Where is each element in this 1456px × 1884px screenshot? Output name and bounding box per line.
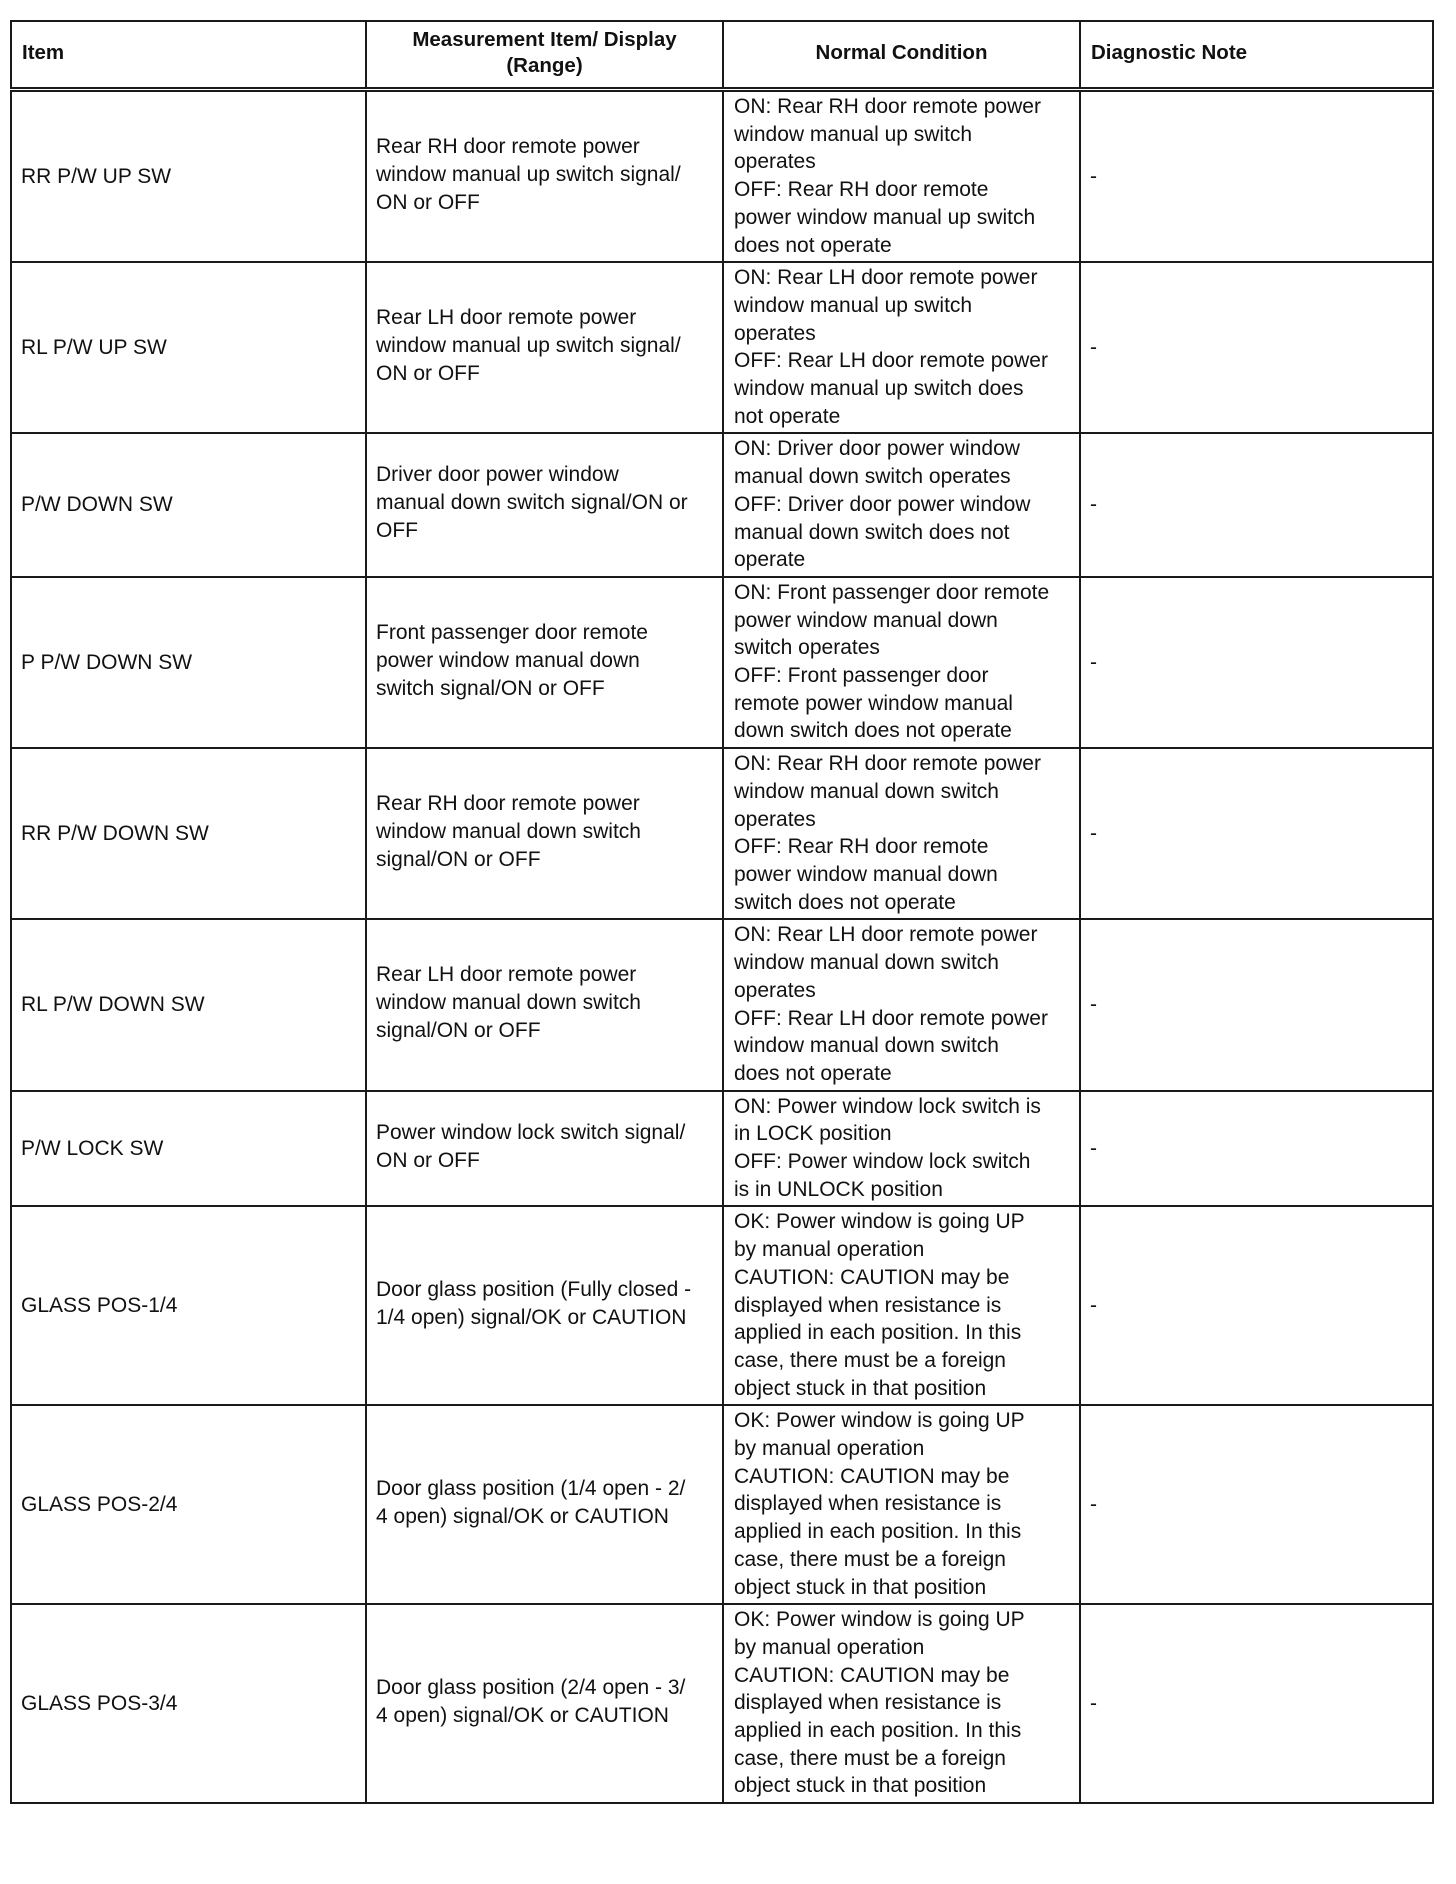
diagnostic-note-cell: -	[1080, 1091, 1433, 1207]
item-cell: RL P/W UP SW	[11, 262, 366, 433]
normal-condition-cell: ON: Rear LH door remote power window manual up switch operates OFF: Rear LH door remote power window manual up switch does not operate	[723, 262, 1080, 433]
item-cell: RR P/W UP SW	[11, 90, 366, 263]
measurement-cell: Door glass position (1/4 open - 2/ 4 open) signal/OK or CAUTION	[366, 1405, 723, 1604]
diagnostic-note-cell: -	[1080, 262, 1433, 433]
diagnostic-note-cell: -	[1080, 748, 1433, 919]
header-measurement: Measurement Item/ Display (Range)	[366, 21, 723, 90]
normal-condition-cell: ON: Rear RH door remote power window manual up switch operates OFF: Rear RH door remote power window manual up switch does not operate	[723, 90, 1080, 263]
diagnostic-note-cell: -	[1080, 433, 1433, 577]
header-normal-condition: Normal Condition	[723, 21, 1080, 90]
measurement-cell: Rear RH door remote power window manual up switch signal/ ON or OFF	[366, 90, 723, 263]
measurement-cell: Rear LH door remote power window manual up switch signal/ ON or OFF	[366, 262, 723, 433]
header-item: Item	[11, 21, 366, 90]
table-row	[11, 919, 1433, 1090]
item-cell: P P/W DOWN SW	[11, 577, 366, 748]
table-body	[11, 90, 1433, 1804]
normal-condition-cell: ON: Rear RH door remote power window manual down switch operates OFF: Rear RH door remote power window manual down switch does not operate	[723, 748, 1080, 919]
diagnostic-note-cell: -	[1080, 1405, 1433, 1604]
normal-condition-cell: OK: Power window is going UP by manual operation CAUTION: CAUTION may be displayed when resistance is applied in each position. In this case, there must be a foreign object stuck in that position	[723, 1604, 1080, 1803]
item-cell: GLASS POS-2/4	[11, 1405, 366, 1604]
measurement-cell: Driver door power window manual down switch signal/ON or OFF	[366, 433, 723, 577]
measurement-cell: Rear RH door remote power window manual down switch signal/ON or OFF	[366, 748, 723, 919]
table-row	[11, 433, 1433, 577]
data-list-table	[10, 20, 1434, 1804]
normal-condition-cell: ON: Front passenger door remote power window manual down switch operates OFF: Front passenger door remote power window manual down switch does not operate	[723, 577, 1080, 748]
table-row	[11, 1091, 1433, 1207]
item-cell: GLASS POS-1/4	[11, 1206, 366, 1405]
diagnostic-note-cell: -	[1080, 90, 1433, 263]
normal-condition-cell: OK: Power window is going UP by manual operation CAUTION: CAUTION may be displayed when resistance is applied in each position. In this case, there must be a foreign object stuck in that position	[723, 1206, 1080, 1405]
measurement-cell: Door glass position (2/4 open - 3/ 4 open) signal/OK or CAUTION	[366, 1604, 723, 1803]
measurement-cell: Front passenger door remote power window manual down switch signal/ON or OFF	[366, 577, 723, 748]
table-header	[11, 21, 1433, 90]
table-row	[11, 1206, 1433, 1405]
measurement-cell: Rear LH door remote power window manual down switch signal/ON or OFF	[366, 919, 723, 1090]
item-cell: GLASS POS-3/4	[11, 1604, 366, 1803]
table-row	[11, 90, 1433, 263]
table-row	[11, 1405, 1433, 1604]
table-row	[11, 262, 1433, 433]
measurement-cell: Door glass position (Fully closed - 1/4 open) signal/OK or CAUTION	[366, 1206, 723, 1405]
item-cell: P/W DOWN SW	[11, 433, 366, 577]
item-cell: RR P/W DOWN SW	[11, 748, 366, 919]
measurement-cell: Power window lock switch signal/ ON or OFF	[366, 1091, 723, 1207]
diagnostic-note-cell: -	[1080, 577, 1433, 748]
header-diagnostic-note: Diagnostic Note	[1080, 21, 1433, 90]
normal-condition-cell: ON: Driver door power window manual down switch operates OFF: Driver door power window manual down switch does not operate	[723, 433, 1080, 577]
normal-condition-cell: ON: Rear LH door remote power window manual down switch operates OFF: Rear LH door remote power window manual down switch does not operate	[723, 919, 1080, 1090]
table-row	[11, 1604, 1433, 1803]
diagnostic-note-cell: -	[1080, 1604, 1433, 1803]
item-cell: P/W LOCK SW	[11, 1091, 366, 1207]
table-row	[11, 577, 1433, 748]
diagnostic-note-cell: -	[1080, 919, 1433, 1090]
normal-condition-cell: ON: Power window lock switch is in LOCK position OFF: Power window lock switch is in UNLOCK position	[723, 1091, 1080, 1207]
normal-condition-cell: OK: Power window is going UP by manual operation CAUTION: CAUTION may be displayed when resistance is applied in each position. In this case, there must be a foreign object stuck in that position	[723, 1405, 1080, 1604]
table-row	[11, 748, 1433, 919]
header-row	[11, 21, 1433, 90]
item-cell: RL P/W DOWN SW	[11, 919, 366, 1090]
diagnostic-note-cell: -	[1080, 1206, 1433, 1405]
